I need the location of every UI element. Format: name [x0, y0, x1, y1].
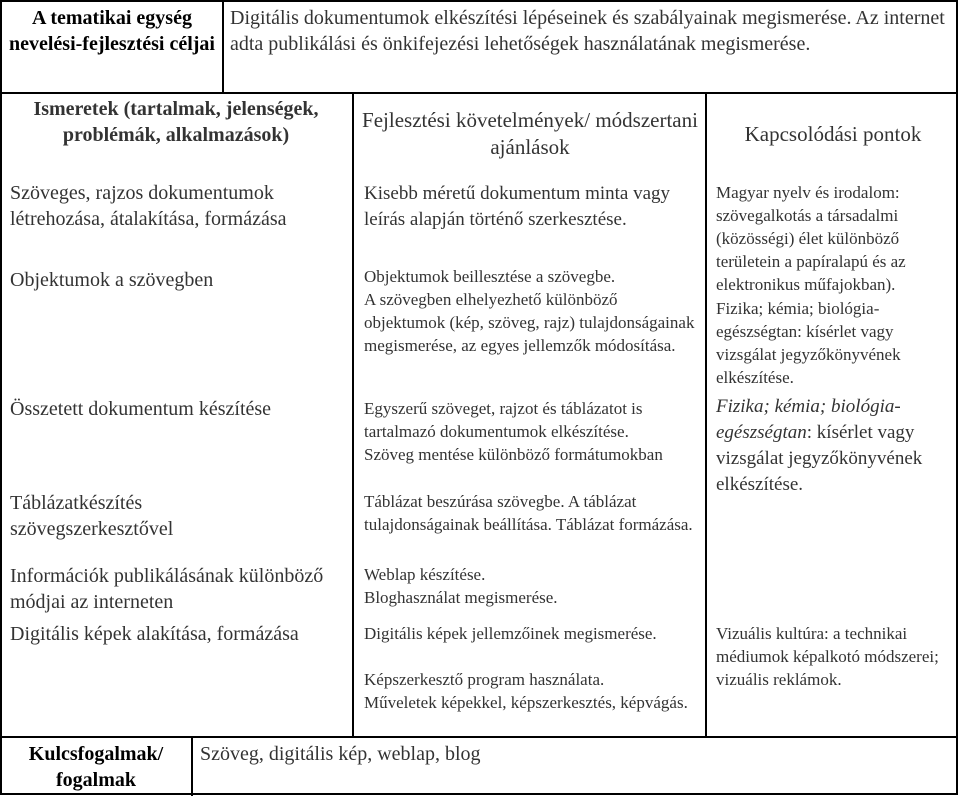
requirement-item: Szöveg mentése különböző formátumokban: [364, 445, 663, 464]
requirement-item: Egyszerű szöveget, rajzot és táblázatot is tartalmazó dokumentumok elkészítése.: [364, 399, 643, 441]
connection-item-emphasis-text: : kísérlet vagy vizsgálat jegyzőkönyvének elkészítése.: [716, 422, 923, 495]
knowledge-item: Digitális képek alakítása, formázása: [10, 623, 299, 645]
col-divider-1: [352, 92, 354, 736]
knowledge-item: Információk publikálásának különböző módjai az interneten: [10, 565, 324, 613]
column-header-connections: Kapcsolódási pontok: [744, 122, 922, 146]
knowledge-item: Szöveges, rajzos dokumentumok létrehozása, átalakítása, formázása: [10, 182, 287, 230]
col-divider-2: [705, 92, 707, 736]
connection-item-emphasis-subjects: Fizika; kémia; biológia-egészségtan: [716, 396, 901, 443]
knowledge-item: Táblázatkészítés szövegszerkesztővel: [10, 492, 174, 540]
row-divider-header: [0, 92, 958, 94]
column-header-requirements: Fejlesztési követelmények/ módszertani ajánlások: [362, 108, 698, 159]
requirement-item: Objektumok beillesztése a szövegbe.: [364, 267, 616, 286]
connection-item: Vizuális kultúra: a technikai médiumok képalkotó módszerei; vizuális reklámok.: [716, 624, 939, 689]
col-divider-footer: [191, 736, 193, 796]
col-divider-header: [222, 0, 224, 92]
requirement-item: Weblap készítése.: [364, 565, 486, 584]
requirement-item: Digitális képek jellemzőinek megismerése.: [364, 624, 657, 643]
key-concepts-value: Szöveg, digitális kép, weblap, blog: [200, 743, 481, 765]
requirement-item: Táblázat beszúrása szövegbe. A táblázat tulajdonságainak beállítása. Táblázat formázása.: [364, 492, 693, 534]
row-divider-footer: [0, 736, 958, 738]
knowledge-item: Összetett dokumentum készítése: [10, 398, 272, 420]
requirement-item: Kisebb méretű dokumentum minta vagy leírás alapján történő szerkesztése.: [364, 183, 671, 230]
goals-text: Digitális dokumentumok elkészítési lépéseinek és szabályainak megismerése. Az internet adta publikálási és önkifejezési lehetőségek használatának megismerése.: [230, 7, 945, 55]
requirement-item: Bloghasználat megismerése.: [364, 588, 558, 607]
requirement-item: A szövegben elhelyezhető különböző objektumok (kép, szöveg, rajz) tulajdonságainak megismerése, az egyes jellemzők módosítása.: [364, 290, 695, 355]
goals-label: A tematikai egység nevelési-fejlesztési céljai: [8, 7, 215, 55]
requirement-item: Műveletek képekkel, képszerkesztés, képvágás.: [364, 693, 688, 712]
column-header-knowledge: Ismeretek (tartalmak, jelenségek, problémák, alkalmazások): [33, 98, 319, 146]
connection-item: Magyar nyelv és irodalom: szövegalkotás a társadalmi (közösségi) élet különböző területein a papíralapú és az elektronikus műfajokban).: [716, 183, 906, 294]
requirement-item: Képszerkesztő program használata.: [364, 670, 605, 689]
connection-item-emphasis: [716, 394, 954, 498]
connection-item: Fizika; kémia; biológia-egészségtan: kísérlet vagy vizsgálat jegyzőkönyvének elkészítése.: [716, 299, 901, 387]
knowledge-item: Objektumok a szövegben: [10, 269, 214, 291]
key-concepts-label: Kulcsfogalmak/ fogalmak: [28, 743, 164, 791]
